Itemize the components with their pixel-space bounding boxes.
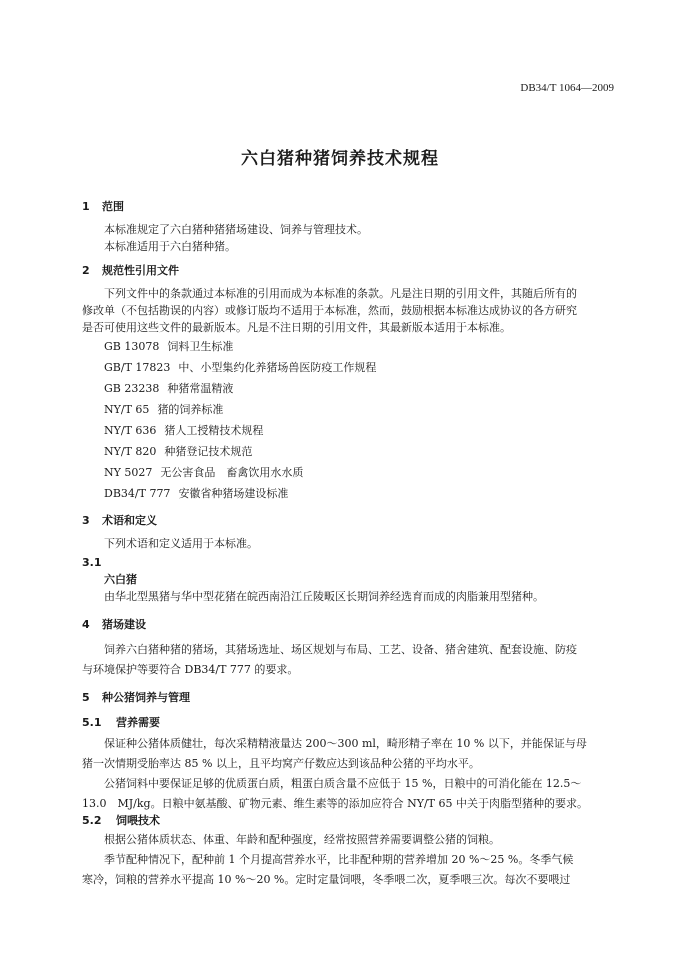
reference-title: 无公害食品 畜禽饮用水水质: [160, 466, 304, 479]
paragraph-line: 与环境保护等要符合 DB34/T 777 的要求。: [82, 663, 299, 676]
section-heading-farm-construction: [82, 616, 616, 633]
paragraph-line: 猪一次情期受胎率达 85 % 以上，且平均窝产仔数应达到该品种公猪的平均水平。: [82, 757, 480, 770]
section-number: 2: [82, 264, 90, 277]
reference-title: 种猪常温精液: [167, 382, 234, 395]
paragraph-line: 是否可使用这些文件的最新版本。凡是不注日期的引用文件，其最新版本适用于本标准。: [82, 321, 511, 334]
reference-title: 饲料卫生标准: [167, 340, 234, 353]
section-title: 种公猪饲养与管理: [102, 691, 190, 704]
reference-item: [82, 359, 616, 376]
document-title: 六白猪种猪饲养技术规程: [241, 149, 439, 169]
paragraph-line: 公猪饲料中要保证足够的优质蛋白质，粗蛋白质含量不应低于 15 %，日粮中的可消化能在 12.5～: [104, 777, 582, 790]
section-heading-boar-management: [82, 689, 616, 706]
paragraph: 根据公猪体质状态、体重、年龄和配种强度，经常按照营养需要调整公猪的饲粮。: [104, 833, 500, 846]
subsection-number: 3.1: [82, 556, 102, 569]
subsection-number: 5.1: [82, 716, 102, 729]
subsection-title: 饲喂技术: [116, 814, 160, 827]
section-number: 5: [82, 691, 90, 704]
reference-item: [82, 443, 616, 460]
reference-code: GB/T 17823: [104, 361, 171, 374]
reference-item: [82, 401, 616, 418]
reference-code: NY 5027: [104, 466, 153, 479]
section-title: 术语和定义: [102, 514, 157, 527]
paragraph-line: 饲养六白猪种猪的猪场，其猪场选址、场区规划与布局、工艺、设备、猪舍建筑、配套设施、防疫: [104, 643, 577, 656]
paragraph-line: 季节配种情况下，配种前 1 个月提高营养水平，比非配种期的营养增加 20 %～25 %。冬季气候: [104, 853, 574, 866]
reference-code: GB 13078: [104, 340, 160, 353]
reference-item: [82, 380, 616, 397]
reference-item: [82, 422, 616, 439]
reference-title: 种猪登记技术规范: [164, 445, 253, 458]
reference-code: NY/T 820: [104, 445, 157, 458]
paragraph-line: 保证种公猪体质健壮，每次采精精液量达 200～300 ml，畸形精子率在 10 % 以下，并能保证与母: [104, 737, 587, 750]
reference-code: GB 23238: [104, 382, 160, 395]
standard-code: DB34/T 1064—2009: [520, 82, 614, 94]
reference-code: NY/T 65: [104, 403, 150, 416]
paragraph: 下列术语和定义适用于本标准。: [104, 537, 258, 550]
paragraph-line: 下列文件中的条款通过本标准的引用而成为本标准的条款。凡是注日期的引用文件，其随后所有的: [104, 287, 577, 300]
section-title: 猪场建设: [102, 618, 146, 631]
reference-item: [82, 464, 616, 481]
reference-code: DB34/T 777: [104, 487, 171, 500]
section-title: 范围: [102, 200, 124, 213]
paragraph-line: 修改单（不包括勘误的内容）或修订版均不适用于本标准，然而，鼓励根据本标准达成协议的各方研究: [82, 304, 577, 317]
section-number: 1: [82, 200, 90, 213]
reference-title: 安徽省种猪场建设标准: [178, 487, 289, 500]
subsection-title: 营养需要: [116, 716, 160, 729]
term-name: 六白猪: [104, 573, 137, 586]
reference-title: 猪人工授精技术规程: [164, 424, 264, 437]
paragraph-line: 寒冷，饲粮的营养水平提高 10 %～20 %。定时定量饲喂，冬季喂二次，夏季喂三次。每次不要喂过: [82, 873, 571, 886]
paragraph-line: 13.0 MJ/kg。日粮中氨基酸、矿物元素、维生素等的添加应符合 NY/T 65 中关于肉脂型猪种的要求。: [82, 797, 588, 810]
reference-code: NY/T 636: [104, 424, 157, 437]
section-heading-normative-references: [82, 262, 616, 279]
reference-item: [82, 338, 616, 355]
subsection-heading-feeding: [82, 812, 616, 829]
reference-item: [82, 485, 616, 502]
reference-title: 中、小型集约化养猪场兽医防疫工作规程: [178, 361, 377, 374]
section-number: 3: [82, 514, 90, 527]
subsection-number: 5.2: [82, 814, 102, 827]
reference-title: 猪的饲养标准: [157, 403, 224, 416]
paragraph: 本标准适用于六白猪种猪。: [104, 240, 236, 253]
document-body: [82, 198, 616, 888]
section-heading-terms: [82, 512, 616, 529]
section-heading-scope: [82, 198, 616, 215]
paragraph: 本标准规定了六白猪种猪猪场建设、饲养与管理技术。: [104, 223, 368, 236]
section-title: 规范性引用文件: [102, 264, 179, 277]
term-definition: 由华北型黑猪与华中型花猪在皖西南沿江丘陵畈区长期饲养经选育而成的肉脂兼用型猪种。: [104, 590, 544, 603]
section-number: 4: [82, 618, 90, 631]
subsection-heading-nutrition: [82, 714, 616, 731]
